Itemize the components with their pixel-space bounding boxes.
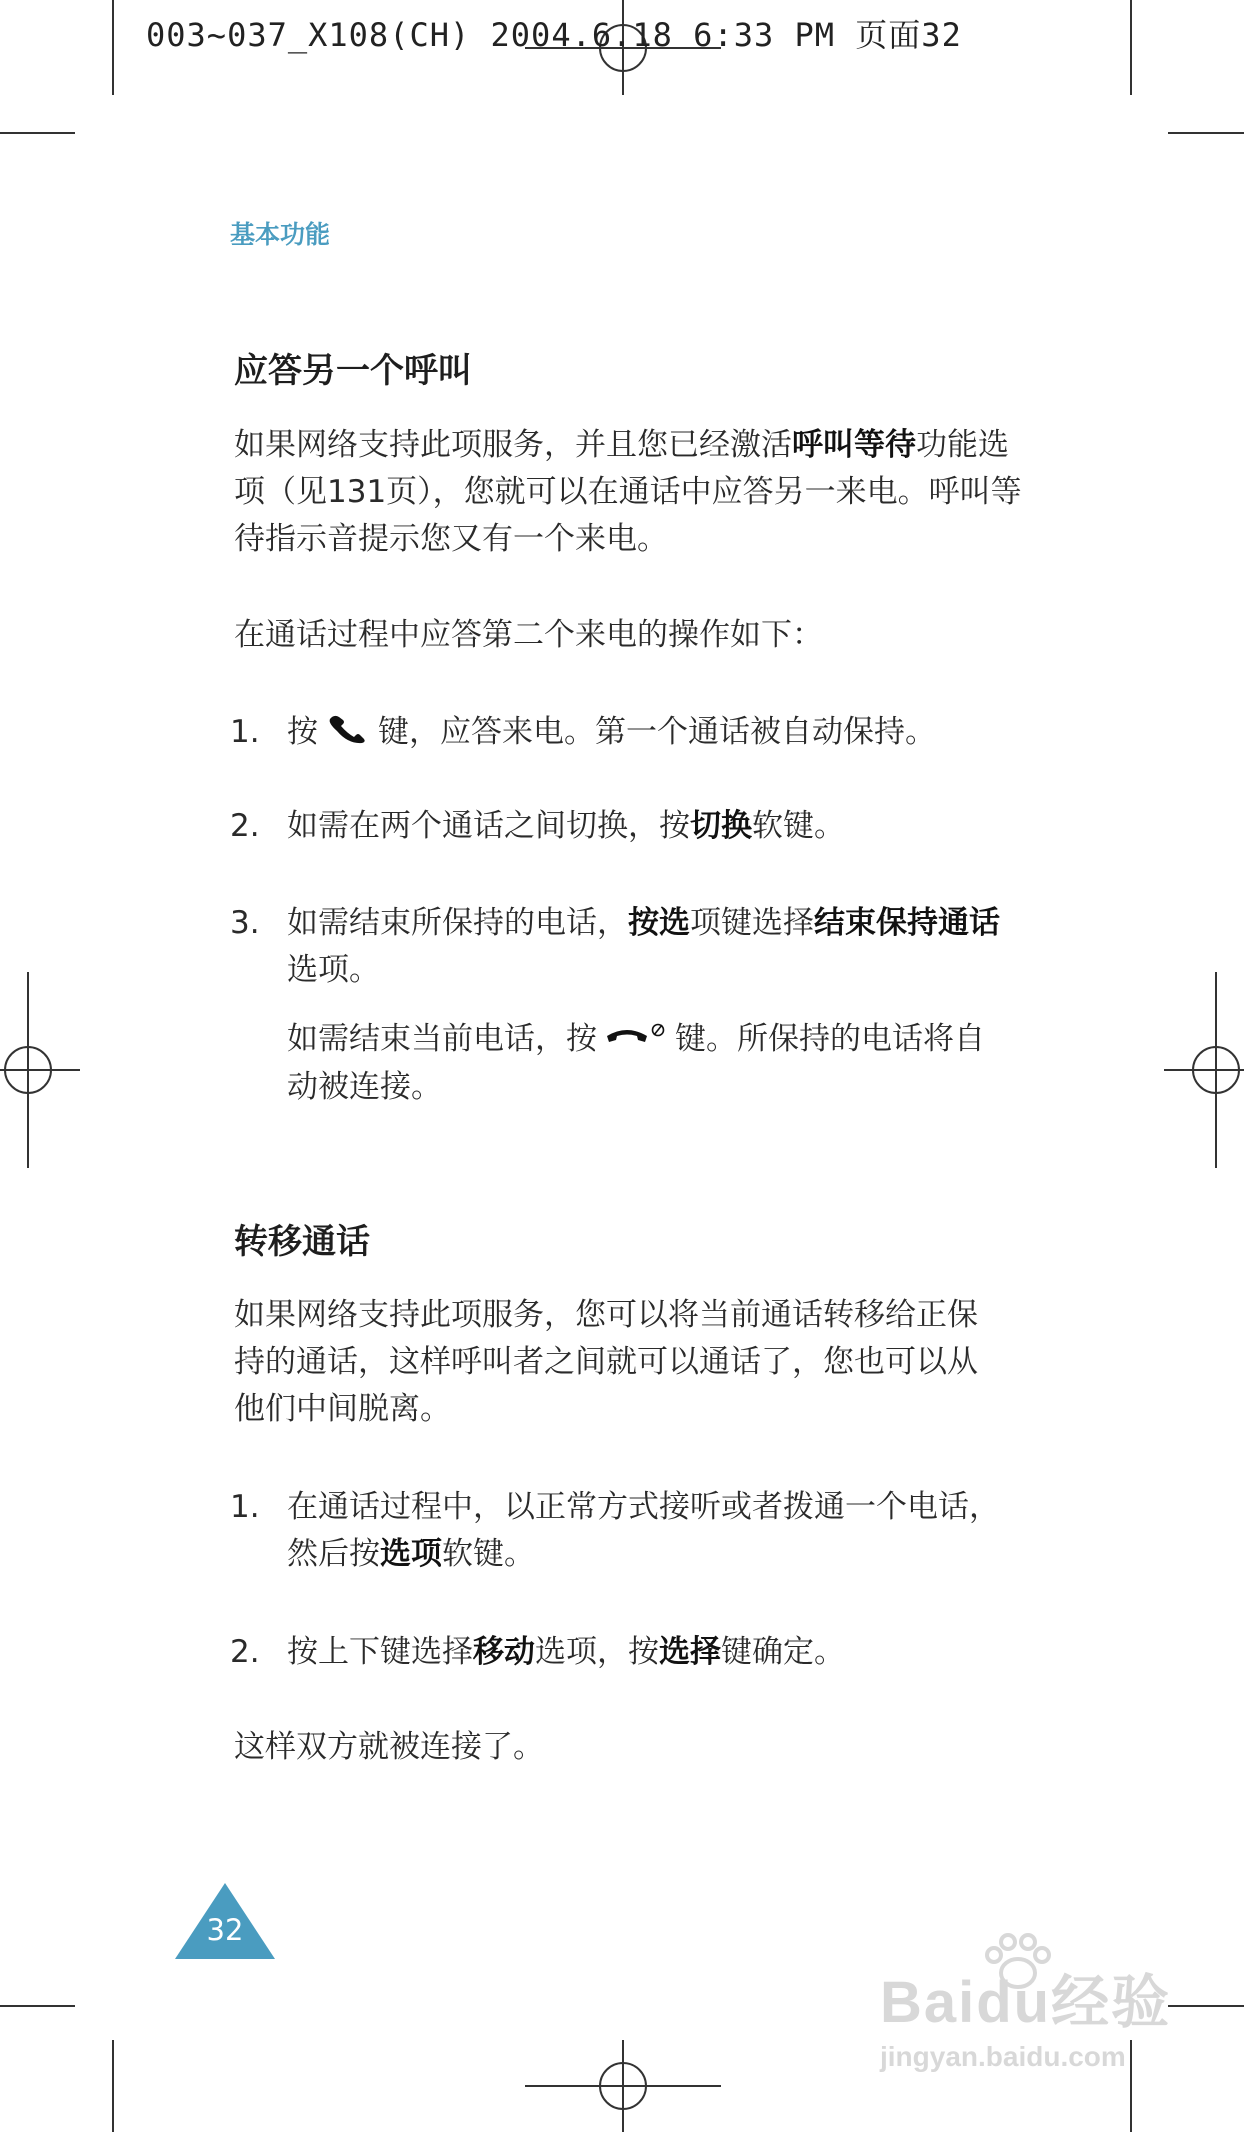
crop-mark-top-left-horizontal bbox=[0, 132, 75, 134]
paw-logo-icon bbox=[978, 1933, 1058, 1991]
list-item-transfer-step-2 bbox=[230, 1629, 1020, 1676]
crop-mark-bottom-left-horizontal bbox=[0, 2005, 75, 2007]
step-number: 1. bbox=[230, 1489, 260, 1525]
step-number: 1. bbox=[230, 714, 260, 750]
section-heading-answer-another-call: 应答另一个呼叫 bbox=[234, 351, 472, 391]
crop-mark-top-right-horizontal bbox=[1168, 132, 1244, 134]
step-text: 项键选择 bbox=[690, 905, 814, 941]
step-text-bold: 移动 bbox=[473, 1634, 535, 1670]
paragraph-call-waiting-intro bbox=[234, 422, 1024, 563]
step-3-subparagraph bbox=[287, 1016, 997, 1111]
crop-mark-bottom-right-horizontal bbox=[1168, 2005, 1244, 2007]
step-text-bold: 按选 bbox=[628, 905, 690, 941]
list-item-step-2 bbox=[230, 803, 1020, 850]
step-number: 2. bbox=[230, 808, 260, 844]
registration-mark-right bbox=[1164, 972, 1244, 1168]
crop-mark-top-right-vertical bbox=[1130, 0, 1132, 95]
step-text-bold: 选择 bbox=[659, 1634, 721, 1670]
step-number: 3. bbox=[230, 905, 260, 941]
watermark-text: Baidu经验 bbox=[880, 1970, 1172, 2035]
step-text: 键确定。 bbox=[721, 1634, 845, 1670]
baidu-jingyan-watermark bbox=[880, 1955, 1171, 2073]
send-key-icon bbox=[326, 710, 370, 758]
step-text: 选项，按 bbox=[535, 1634, 659, 1670]
end-key-icon bbox=[605, 1017, 667, 1064]
step-text: 如需结束所保持的电话， bbox=[287, 905, 628, 941]
step-text: 软键。 bbox=[442, 1536, 535, 1572]
paragraph-transfer-closing: 这样双方就被连接了。 bbox=[234, 1729, 544, 1765]
sub-step-text: 键。所保持的电话将自动被连接。 bbox=[287, 1021, 985, 1105]
watermark-url: jingyan.baidu.com bbox=[880, 2041, 1126, 2072]
step-text-bold: 结束保持通话 bbox=[814, 905, 1000, 941]
intro-text-after: 功能选项（见131页），您就可以在通话中应答另一来电。呼叫等待指示音提示您又有一个来电。 bbox=[234, 427, 1022, 557]
step-text: 软键。 bbox=[752, 808, 845, 844]
list-item-transfer-step-1 bbox=[230, 1484, 1020, 1578]
page-number: 32 bbox=[206, 1913, 244, 1947]
step-text: 如需在两个通话之间切换，按 bbox=[287, 808, 690, 844]
registration-mark-bottom bbox=[525, 2040, 721, 2132]
paragraph-steps-intro: 在通话过程中应答第二个来电的操作如下： bbox=[234, 617, 823, 653]
step-number: 2. bbox=[230, 1634, 260, 1670]
section-heading-transfer-call: 转移通话 bbox=[234, 1222, 370, 1262]
registration-mark-left bbox=[0, 972, 80, 1168]
step-text-bold: 切换 bbox=[690, 808, 752, 844]
list-item-step-1 bbox=[230, 709, 1020, 758]
step-text: 在通话过程中，以正常方式接听或者拨通一个电话，然后按 bbox=[287, 1489, 1000, 1572]
sub-step-text: 如需结束当前电话，按 bbox=[287, 1021, 597, 1057]
list-item-step-3 bbox=[230, 900, 1020, 1111]
step-text: 按上下键选择 bbox=[287, 1634, 473, 1670]
step-text-bold: 选项 bbox=[380, 1536, 442, 1572]
crop-mark-top-left-vertical bbox=[112, 0, 114, 95]
section-label: 基本功能 bbox=[230, 220, 331, 249]
step-text: 按 bbox=[287, 714, 318, 750]
intro-text-bold-call-waiting: 呼叫等待 bbox=[792, 427, 916, 463]
print-slug-header: 003~037_X108(CH) 2004.6.18 6:33 PM 页面32 bbox=[146, 16, 962, 54]
crop-mark-bottom-left-vertical bbox=[112, 2040, 114, 2132]
step-text: 选项。 bbox=[287, 952, 380, 988]
step-text: 键，应答来电。第一个通话被自动保持。 bbox=[378, 714, 936, 750]
intro-text-before: 如果网络支持此项服务，并且您已经激活 bbox=[234, 427, 792, 463]
paragraph-transfer-intro: 如果网络支持此项服务，您可以将当前通话转移给正保持的通话，这样呼叫者之间就可以通话了，您也可以从他们中间脱离。 bbox=[234, 1297, 978, 1427]
